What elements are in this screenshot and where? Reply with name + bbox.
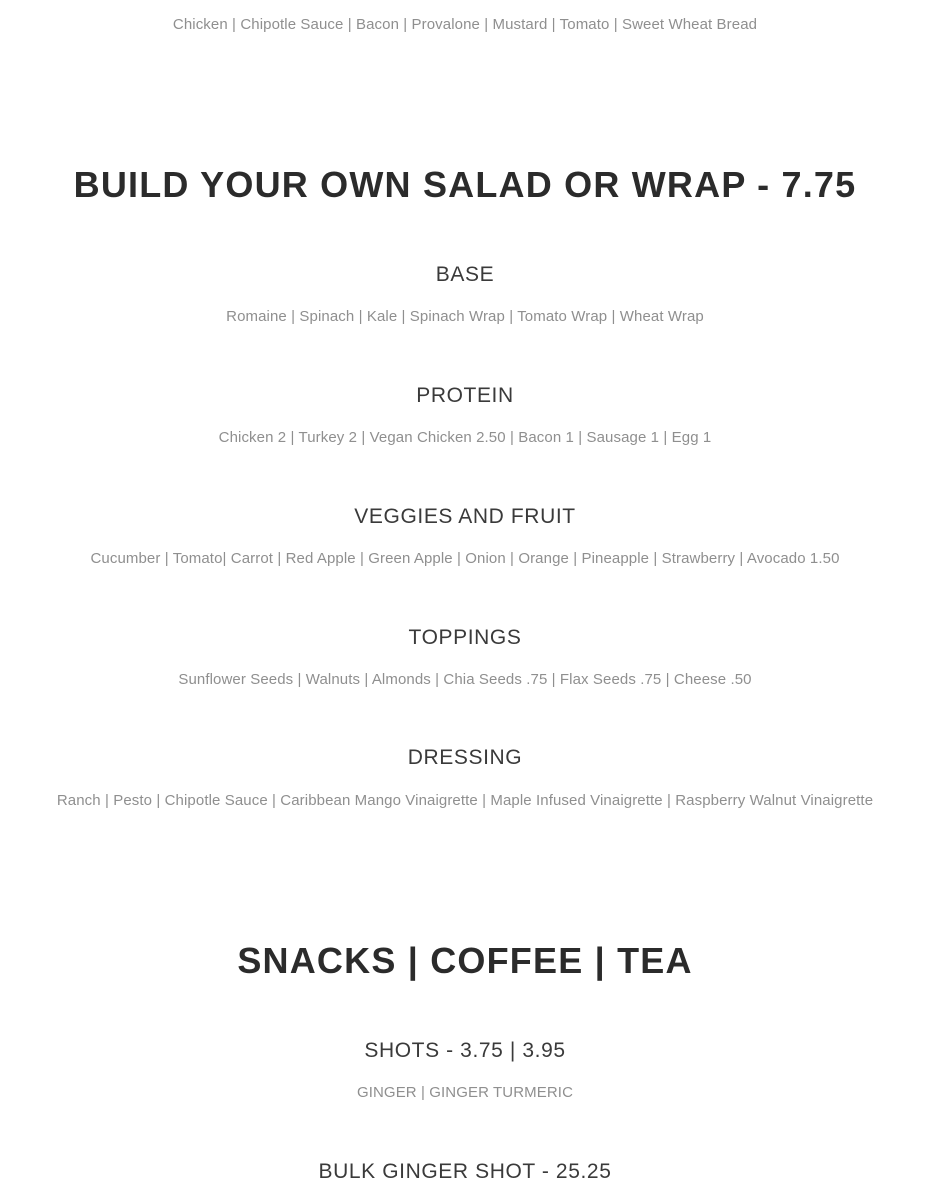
group-options-protein: Chicken 2 | Turkey 2 | Vegan Chicken 2.50 | Bacon 1 | Sausage 1 | Egg 1 — [218, 429, 712, 446]
group-heading-dressing: DRESSING — [407, 746, 523, 769]
group-heading-toppings: TOPPINGS — [408, 626, 522, 649]
group-options-dressing: Ranch | Pesto | Chipotle Sauce | Caribbean Mango Vinaigrette | Maple Infused Vinaigrette | Raspberry Walnut Vinaigrette — [56, 792, 874, 809]
group-heading-base: BASE — [435, 263, 495, 286]
section-title-build-your-own: BUILD YOUR OWN SALAD OR WRAP - 7.75 — [73, 164, 857, 205]
group-options-toppings: Sunflower Seeds | Walnuts | Almonds | Chia Seeds .75 | Flax Seeds .75 | Cheese .50 — [178, 671, 752, 688]
group-heading-protein: PROTEIN — [416, 384, 514, 407]
item-heading-shots: SHOTS - 3.75 | 3.95 — [364, 1039, 566, 1062]
section-title-snacks-coffee-tea: SNACKS | COFFEE | TEA — [237, 940, 693, 981]
item-options-shots: GINGER | GINGER TURMERIC — [356, 1084, 574, 1101]
group-options-veggies-and-fruit: Cucumber | Tomato| Carrot | Red Apple | Green Apple | Onion | Orange | Pineapple | Strawberry | Avocado 1.50 — [90, 550, 840, 567]
sandwich-ingredients: Chicken | Chipotle Sauce | Bacon | Provalone | Mustard | Tomato | Sweet Wheat Bread — [172, 16, 758, 33]
item-heading-bulk-ginger-shot: BULK GINGER SHOT - 25.25 — [318, 1160, 612, 1183]
group-heading-veggies-and-fruit: VEGGIES AND FRUIT — [354, 505, 576, 528]
group-options-base: Romaine | Spinach | Kale | Spinach Wrap | Tomato Wrap | Wheat Wrap — [226, 308, 704, 325]
